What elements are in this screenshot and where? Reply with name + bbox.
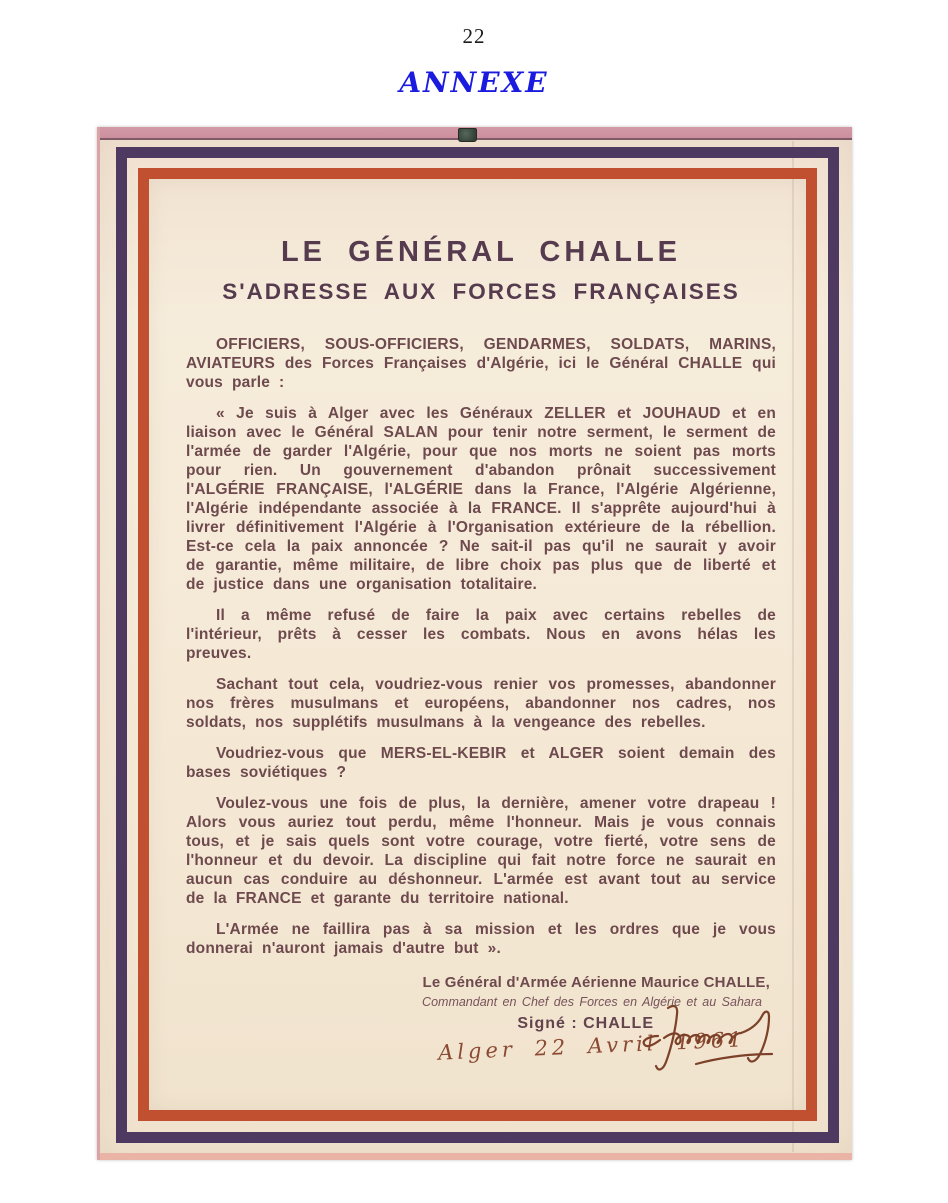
annexe-heading: ANNEXE xyxy=(399,66,549,99)
page-number: 22 xyxy=(462,24,486,48)
signatory-title: Commandant en Chef des Forces en Algérie et au Sahara xyxy=(422,994,762,1009)
signed-label: Signé : CHALLE xyxy=(517,1014,654,1032)
paragraph-rebelles: Il a même refusé de faire la paix avec certains rebelles de l'intérieur, prêts à cesser les combats. Nous en avons hélas les preuves. xyxy=(186,606,776,662)
paragraph-serment: « Je suis à Alger avec les Généraux ZELLER et JOUHAUD et en liaison avec le Général SALAN pour tenir notre serment, le serment de l'armée de garder l'Algérie, pour que nos morts ne soient pas morts pour rien. Un gouvernement d'abandon prônait successivement l'ALGÉRIE FRANÇAISE, l'ALGÉRIE dans la France, l'Algérie Algérienne, l'Algérie indépendante associée à la FRANCE. Il s'apprête aujourd'hui à livrer définitivement l'Algérie à l'Organisation extérieure de la rébellion. Est-ce cela la paix annoncée ? Ne sait-il pas qu'il ne saurait y avoir de garantie, même militaire, de libre choix pas plus que de liberté et de justice dans une organisation totalitaire. xyxy=(186,404,776,593)
poster-subtitle: S'ADRESSE AUX FORCES FRANÇAISES xyxy=(222,278,740,304)
poster-title: LE GÉNÉRAL CHALLE xyxy=(280,236,682,268)
poster-bottom-band xyxy=(100,1153,852,1160)
paragraph-drapeau: Voulez-vous une fois de plus, la dernière, amener votre drapeau ! Alors vous auriez tout perdu, même l'honneur. Mais je vous connais tous, et je sais quels sont votre courage, votre fierté, votre sens de l'honneur et du devoir. La discipline qui fait notre force ne saurait en aucun cas conduire au déshonneur. L'armée est avant tout au service de la FRANCE et garante du territoire national. xyxy=(186,794,776,907)
signature-block xyxy=(186,974,776,1074)
paragraph-mission: L'Armée ne faillira pas à sa mission et les ordres que je vous donnerai n'auront jamais d'autre but ». xyxy=(186,920,776,957)
paragraph-salutation: OFFICIERS, SOUS-OFFICIERS, GENDARMES, SOLDATS, MARINS, AVIATEURS des Forces Françaises d'Algérie, ici le Général CHALLE qui vous parle : xyxy=(186,335,776,391)
proclamation-body xyxy=(186,335,776,958)
poster-content xyxy=(186,237,776,1074)
pin-clip-icon xyxy=(458,128,477,142)
handwritten-date: Alger 22 Avril 1961 xyxy=(437,1027,747,1065)
signatory-name: Le Général d'Armée Aérienne Maurice CHALLE, xyxy=(422,973,770,991)
signature-scribble-icon xyxy=(638,1002,788,1080)
paragraph-promesses: Sachant tout cela, voudriez-vous renier vos promesses, abandonner nos frères musulmans et européens, abandonner nos cadres, nos soldats, nos supplétifs musulmans à la vengeance des rebelles. xyxy=(186,675,776,731)
scanned-poster xyxy=(97,127,852,1160)
paragraph-mers-el-kebir: Voudriez-vous que MERS-EL-KEBIR et ALGER soient demain des bases soviétiques ? xyxy=(186,744,776,781)
